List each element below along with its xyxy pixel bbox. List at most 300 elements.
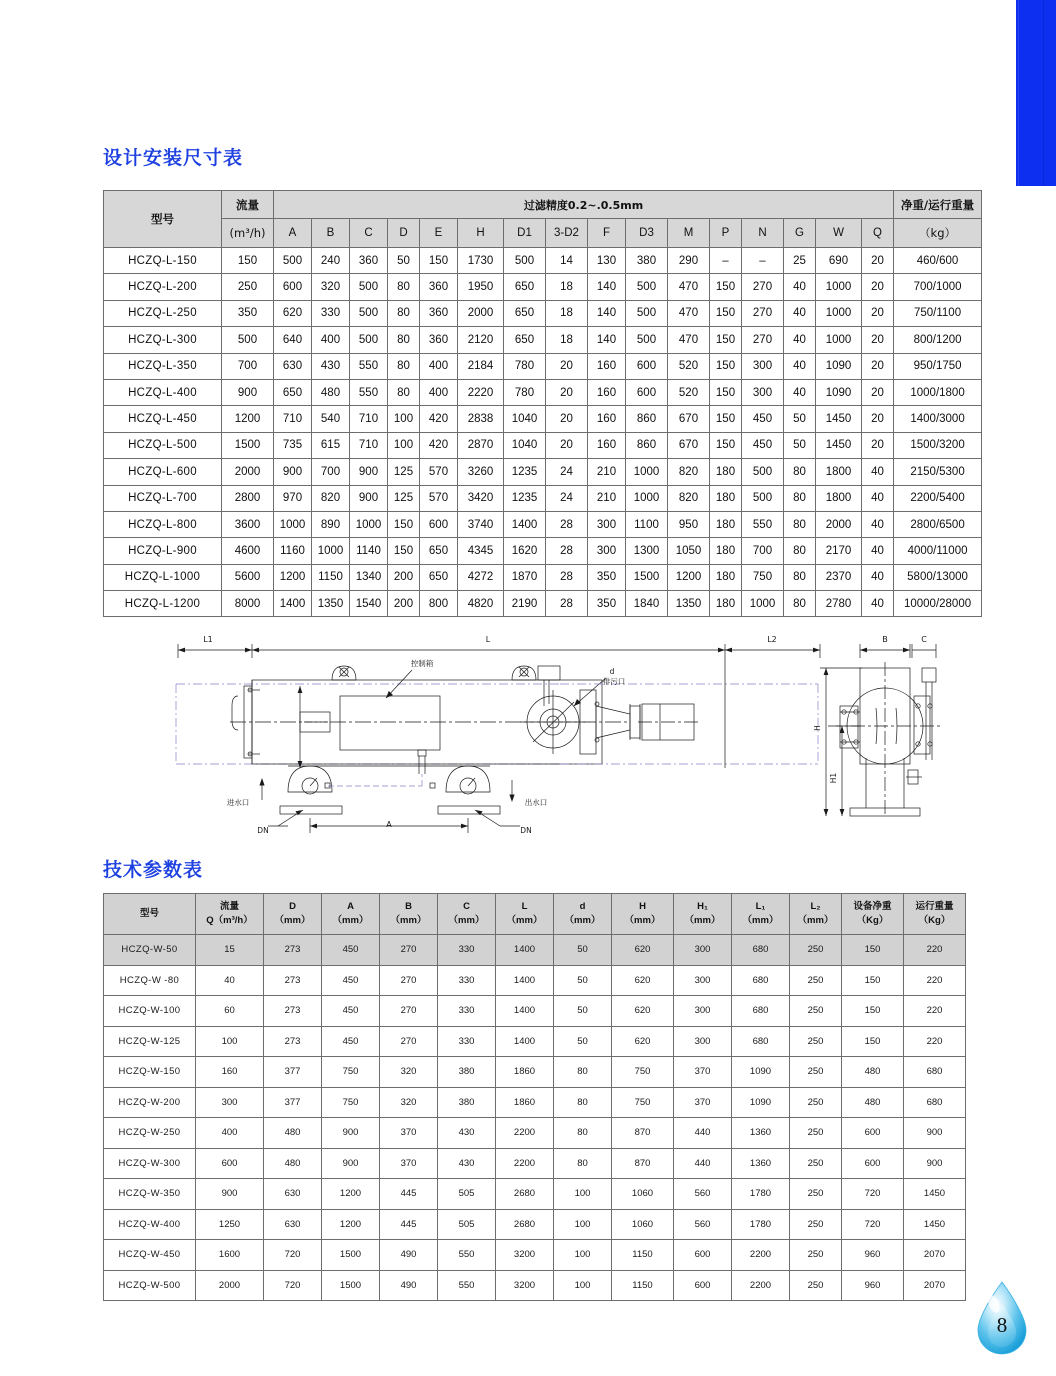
cell-value: 330 xyxy=(438,1026,496,1057)
table-row xyxy=(104,1057,966,1088)
cell-value: 450 xyxy=(322,935,380,966)
cell-weight: 4000/11000 xyxy=(894,538,982,564)
cell-value: 160 xyxy=(588,406,626,432)
cell-model: HCZQ-W -80 xyxy=(104,965,196,996)
cell-value: 50 xyxy=(784,406,816,432)
cell-value: 720 xyxy=(842,1209,904,1240)
cell-weight: 800/1200 xyxy=(894,327,982,353)
cell-value: 2000 xyxy=(458,300,504,326)
cell-value: 700 xyxy=(312,459,350,485)
cell-value: 150 xyxy=(710,432,742,458)
cell-model: HCZQ-L-900 xyxy=(104,538,222,564)
cell-value: 250 xyxy=(790,1270,842,1301)
cell-value: 1500 xyxy=(626,564,668,590)
header-weight: 净重/运行重量 xyxy=(894,191,982,219)
cell-value: 50 xyxy=(554,996,612,1027)
cell-value: 1150 xyxy=(612,1240,674,1271)
table-row xyxy=(104,300,982,326)
cell-value: 20 xyxy=(862,379,894,405)
cell-value: 380 xyxy=(438,1057,496,1088)
cell-value: 250 xyxy=(790,1026,842,1057)
cell-value: 620 xyxy=(274,300,312,326)
cell-value: 80 xyxy=(388,327,420,353)
cell-value: 550 xyxy=(742,511,784,537)
cell-flow: 2000 xyxy=(222,459,274,485)
cell-value: 780 xyxy=(504,353,546,379)
cell-value: 490 xyxy=(380,1270,438,1301)
cell-value: 440 xyxy=(674,1148,732,1179)
cell-value: 150 xyxy=(710,327,742,353)
cell-value: 250 xyxy=(790,935,842,966)
table-header-row-bottom xyxy=(104,219,982,248)
cell-value: 20 xyxy=(862,327,894,353)
cell-value: 560 xyxy=(674,1209,732,1240)
cell-value: 900 xyxy=(904,1118,966,1149)
cell-value: 4272 xyxy=(458,564,504,590)
table-row xyxy=(104,1270,966,1301)
technical-header-L₁: L₁ （mm） xyxy=(732,894,790,935)
cell-value: 780 xyxy=(504,379,546,405)
cell-weight: 10000/28000 xyxy=(894,591,982,617)
page-number: 8 xyxy=(996,1312,1008,1337)
cell-value: 250 xyxy=(790,1057,842,1088)
cell-value: 720 xyxy=(264,1270,322,1301)
cell-value: 680 xyxy=(904,1087,966,1118)
cell-value: 650 xyxy=(274,379,312,405)
cell-value: 2070 xyxy=(904,1240,966,1271)
cell-value: 320 xyxy=(380,1057,438,1088)
cell-value: 20 xyxy=(546,353,588,379)
cell-value: 1600 xyxy=(196,1240,264,1271)
cell-weight: 5800/13000 xyxy=(894,564,982,590)
cell-value: 1300 xyxy=(626,538,668,564)
cell-value: 500 xyxy=(626,300,668,326)
cell-value: 1000 xyxy=(626,485,668,511)
header-col-P: P xyxy=(710,219,742,248)
table-row xyxy=(104,511,982,537)
cell-value: 1860 xyxy=(496,1057,554,1088)
cell-value: 710 xyxy=(350,406,388,432)
header-col-A: A xyxy=(274,219,312,248)
cell-value: 3200 xyxy=(496,1240,554,1271)
cell-value: 2220 xyxy=(458,379,504,405)
cell-value: 20 xyxy=(862,432,894,458)
cell-model: HCZQ-L-700 xyxy=(104,485,222,511)
cell-value: 300 xyxy=(742,379,784,405)
cell-value: 40 xyxy=(196,965,264,996)
cell-value: 1000 xyxy=(816,300,862,326)
cell-value: 270 xyxy=(380,996,438,1027)
cell-value: 1840 xyxy=(626,591,668,617)
cell-value: 250 xyxy=(790,1179,842,1210)
cell-flow: 250 xyxy=(222,274,274,300)
cell-value: 680 xyxy=(732,996,790,1027)
cell-value: 420 xyxy=(420,406,458,432)
cell-value: 160 xyxy=(588,353,626,379)
cell-value: 273 xyxy=(264,996,322,1027)
cell-value: 1870 xyxy=(504,564,546,590)
cell-value: 180 xyxy=(710,591,742,617)
cell-value: 505 xyxy=(438,1179,496,1210)
technical-header-运行重量: 运行重量 （Kg） xyxy=(904,894,966,935)
header-col-E: E xyxy=(420,219,458,248)
drawing-label-L2: L2 xyxy=(767,635,777,644)
cell-value: 1235 xyxy=(504,485,546,511)
cell-value: 300 xyxy=(674,935,732,966)
cell-value: 450 xyxy=(322,1026,380,1057)
drawing-label-dn-left: DN xyxy=(257,826,269,835)
cell-value: 220 xyxy=(904,965,966,996)
header-col-D3: D3 xyxy=(626,219,668,248)
cell-value: 600 xyxy=(842,1118,904,1149)
cell-value: 680 xyxy=(732,935,790,966)
table-row xyxy=(104,274,982,300)
cell-value: 220 xyxy=(904,935,966,966)
table-row xyxy=(104,1087,966,1118)
cell-value: 18 xyxy=(546,300,588,326)
cell-value: 100 xyxy=(554,1179,612,1210)
cell-value: 28 xyxy=(546,564,588,590)
cell-value: 1450 xyxy=(904,1179,966,1210)
cell-value: 270 xyxy=(742,327,784,353)
cell-value: 680 xyxy=(732,965,790,996)
technical-header-L: L （mm） xyxy=(496,894,554,935)
cell-value: 18 xyxy=(546,274,588,300)
cell-value: 250 xyxy=(790,1209,842,1240)
cell-value: 670 xyxy=(668,432,710,458)
cell-value: 1000 xyxy=(350,511,388,537)
table-row xyxy=(104,996,966,1027)
cell-value: 15 xyxy=(196,935,264,966)
cell-model: HCZQ-L-300 xyxy=(104,327,222,353)
header-col-D1: D1 xyxy=(504,219,546,248)
cell-value: 690 xyxy=(816,248,862,274)
technical-parameters-body xyxy=(104,935,966,1301)
cell-value: 870 xyxy=(612,1118,674,1149)
cell-value: 1400 xyxy=(496,1026,554,1057)
drawing-label-H1: H1 xyxy=(829,772,838,784)
cell-value: 80 xyxy=(388,353,420,379)
header-col-F: F xyxy=(588,219,626,248)
cell-value: 570 xyxy=(420,485,458,511)
table-row xyxy=(104,353,982,379)
cell-value: 40 xyxy=(862,564,894,590)
cell-value: 1860 xyxy=(496,1087,554,1118)
cell-value: 40 xyxy=(862,511,894,537)
cell-value: 1060 xyxy=(612,1179,674,1210)
cell-value: 1200 xyxy=(322,1179,380,1210)
table-row xyxy=(104,327,982,353)
cell-value: 300 xyxy=(674,996,732,1027)
technical-header-L₂: L₂ （mm） xyxy=(790,894,842,935)
cell-value: 600 xyxy=(674,1270,732,1301)
cell-value: 150 xyxy=(842,1026,904,1057)
cell-value: 1090 xyxy=(732,1087,790,1118)
cell-weight: 2800/6500 xyxy=(894,511,982,537)
cell-value: 2870 xyxy=(458,432,504,458)
cell-value: 1400 xyxy=(496,965,554,996)
cell-model: HCZQ-L-250 xyxy=(104,300,222,326)
cell-value: 2184 xyxy=(458,353,504,379)
cell-value: 180 xyxy=(710,459,742,485)
cell-value: 480 xyxy=(264,1148,322,1179)
cell-value: 100 xyxy=(388,432,420,458)
drawing-label-inlet: 进水口 xyxy=(226,798,250,807)
cell-value: 80 xyxy=(784,564,816,590)
cell-value: 40 xyxy=(862,538,894,564)
cell-value: 3200 xyxy=(496,1270,554,1301)
cell-value: 430 xyxy=(312,353,350,379)
cell-value: 20 xyxy=(546,432,588,458)
cell-value: 860 xyxy=(626,406,668,432)
cell-value: 900 xyxy=(322,1118,380,1149)
cell-value: 80 xyxy=(554,1148,612,1179)
cell-value: 300 xyxy=(674,965,732,996)
cell-model: HCZQ-L-450 xyxy=(104,406,222,432)
cell-value: 600 xyxy=(842,1148,904,1179)
cell-value: 670 xyxy=(668,406,710,432)
cell-value: 750 xyxy=(322,1087,380,1118)
cell-value: 430 xyxy=(438,1118,496,1149)
technical-header-型号: 型号 xyxy=(104,894,196,935)
cell-value: 80 xyxy=(784,511,816,537)
cell-flow: 3600 xyxy=(222,511,274,537)
cell-value: 1360 xyxy=(732,1148,790,1179)
cell-model: HCZQ-L-200 xyxy=(104,274,222,300)
cell-value: 25 xyxy=(784,248,816,274)
table-row xyxy=(104,459,982,485)
cell-flow: 350 xyxy=(222,300,274,326)
header-col-M: M xyxy=(668,219,710,248)
accent-bar-seam-left xyxy=(1018,0,1019,186)
cell-value: 1400 xyxy=(496,935,554,966)
cell-flow: 1200 xyxy=(222,406,274,432)
cell-value: 1780 xyxy=(732,1209,790,1240)
cell-value: 490 xyxy=(380,1240,438,1271)
cell-value: 500 xyxy=(742,459,784,485)
cell-value: 1360 xyxy=(732,1118,790,1149)
cell-value: 550 xyxy=(350,379,388,405)
cell-weight: 950/1750 xyxy=(894,353,982,379)
cell-value: 80 xyxy=(554,1118,612,1149)
cell-flow: 2800 xyxy=(222,485,274,511)
cell-value: 750 xyxy=(612,1087,674,1118)
cell-value: 2000 xyxy=(196,1270,264,1301)
cell-value: 1250 xyxy=(196,1209,264,1240)
cell-value: 820 xyxy=(668,485,710,511)
cell-value: 400 xyxy=(312,327,350,353)
cell-value: 890 xyxy=(312,511,350,537)
cell-value: 2170 xyxy=(816,538,862,564)
cell-model: HCZQ-L-150 xyxy=(104,248,222,274)
cell-value: 710 xyxy=(274,406,312,432)
cell-value: 40 xyxy=(862,591,894,617)
cell-value: 2370 xyxy=(816,564,862,590)
cell-value: 440 xyxy=(674,1118,732,1149)
cell-value: 1090 xyxy=(816,353,862,379)
cell-value: 150 xyxy=(710,274,742,300)
header-col-N: N xyxy=(742,219,784,248)
cell-value: 28 xyxy=(546,591,588,617)
cell-value: 210 xyxy=(588,459,626,485)
cell-value: 2200 xyxy=(496,1118,554,1149)
table-row xyxy=(104,485,982,511)
cell-value: 300 xyxy=(196,1087,264,1118)
cell-value: 1040 xyxy=(504,406,546,432)
cell-value: 28 xyxy=(546,538,588,564)
table-row xyxy=(104,1026,966,1057)
cell-value: 100 xyxy=(554,1209,612,1240)
cell-value: 735 xyxy=(274,432,312,458)
cell-value: 40 xyxy=(784,353,816,379)
drawing-label-L1: L1 xyxy=(203,635,213,644)
cell-value: 960 xyxy=(842,1240,904,1271)
table-row xyxy=(104,538,982,564)
cell-value: 2200 xyxy=(732,1270,790,1301)
cell-value: 150 xyxy=(710,406,742,432)
cell-value: 3420 xyxy=(458,485,504,511)
cell-value: 2680 xyxy=(496,1209,554,1240)
cell-value: 80 xyxy=(388,300,420,326)
cell-value: 100 xyxy=(388,406,420,432)
table-row xyxy=(104,379,982,405)
drawing-label-outlet: 出水口 xyxy=(524,798,548,807)
cell-value: 900 xyxy=(350,459,388,485)
cell-value: 560 xyxy=(674,1179,732,1210)
table-row xyxy=(104,591,982,617)
cell-value: 140 xyxy=(588,327,626,353)
header-col-H: H xyxy=(458,219,504,248)
cell-value: 420 xyxy=(420,432,458,458)
cell-value: 1350 xyxy=(668,591,710,617)
technical-header-H₁: H₁ （mm） xyxy=(674,894,732,935)
accent-bar-seam xyxy=(1043,0,1044,186)
cell-value: 20 xyxy=(862,274,894,300)
table-row xyxy=(104,1240,966,1271)
cell-value: 550 xyxy=(438,1270,496,1301)
cell-value: 970 xyxy=(274,485,312,511)
cell-value: 1400 xyxy=(504,511,546,537)
cell-value: 1150 xyxy=(612,1270,674,1301)
cell-model: HCZQ-L-600 xyxy=(104,459,222,485)
cell-value: 600 xyxy=(626,353,668,379)
technical-header-C: C （mm） xyxy=(438,894,496,935)
cell-value: 700 xyxy=(742,538,784,564)
cell-value: 273 xyxy=(264,965,322,996)
drawing-label-C: C xyxy=(921,635,927,644)
cell-value: 380 xyxy=(438,1087,496,1118)
cell-value: 650 xyxy=(420,564,458,590)
cell-value: 240 xyxy=(312,248,350,274)
cell-value: 380 xyxy=(626,248,668,274)
cell-value: 1000 xyxy=(274,511,312,537)
header-col-B: B xyxy=(312,219,350,248)
header-col-W: W xyxy=(816,219,862,248)
cell-value: 450 xyxy=(322,996,380,1027)
cell-value: 20 xyxy=(862,248,894,274)
cell-value: 40 xyxy=(784,379,816,405)
cell-model: HCZQ-L-400 xyxy=(104,379,222,405)
technical-header-流量: 流量 Q（m³/h） xyxy=(196,894,264,935)
cell-model: HCZQ-W-400 xyxy=(104,1209,196,1240)
cell-value: 200 xyxy=(388,591,420,617)
cell-value: 350 xyxy=(588,564,626,590)
cell-weight: 2200/5400 xyxy=(894,485,982,511)
cell-value: 150 xyxy=(710,353,742,379)
cell-value: 1540 xyxy=(350,591,388,617)
cell-value: 377 xyxy=(264,1087,322,1118)
cell-model: HCZQ-W-300 xyxy=(104,1148,196,1179)
drawing-label-A: A xyxy=(386,820,392,829)
cell-value: 650 xyxy=(420,538,458,564)
cell-value: 1730 xyxy=(458,248,504,274)
drawing-label-B: B xyxy=(882,635,888,644)
cell-value: 330 xyxy=(312,300,350,326)
cell-value: 750 xyxy=(612,1057,674,1088)
cell-value: 620 xyxy=(612,996,674,1027)
cell-value: 180 xyxy=(710,485,742,511)
cell-model: HCZQ-W-100 xyxy=(104,996,196,1027)
cell-value: 20 xyxy=(546,406,588,432)
cell-value: 900 xyxy=(196,1179,264,1210)
cell-value: 1200 xyxy=(274,564,312,590)
cell-value: 1950 xyxy=(458,274,504,300)
cell-value: 900 xyxy=(350,485,388,511)
cell-value: 600 xyxy=(626,379,668,405)
cell-value: 160 xyxy=(588,379,626,405)
cell-value: 720 xyxy=(264,1240,322,1271)
cell-value: 480 xyxy=(842,1057,904,1088)
cell-value: 900 xyxy=(274,459,312,485)
cell-value: 200 xyxy=(388,564,420,590)
cell-model: HCZQ-W-150 xyxy=(104,1057,196,1088)
cell-value: 1500 xyxy=(322,1240,380,1271)
cell-value: 270 xyxy=(742,300,784,326)
header-col-D: D xyxy=(388,219,420,248)
cell-value: 50 xyxy=(784,432,816,458)
cell-value: 450 xyxy=(742,406,784,432)
cell-weight: 700/1000 xyxy=(894,274,982,300)
section-title-technical-parameters: 技术参数表 xyxy=(103,859,204,881)
cell-value: 50 xyxy=(554,1026,612,1057)
cell-value: 470 xyxy=(668,300,710,326)
cell-value: 20 xyxy=(862,406,894,432)
cell-value: 2780 xyxy=(816,591,862,617)
cell-value: 1040 xyxy=(504,432,546,458)
cell-value: 100 xyxy=(554,1270,612,1301)
cell-value: 3260 xyxy=(458,459,504,485)
cell-value: 480 xyxy=(312,379,350,405)
table-row xyxy=(104,1118,966,1149)
cell-value: 2070 xyxy=(904,1270,966,1301)
cell-value: 1800 xyxy=(816,485,862,511)
cell-value: 445 xyxy=(380,1209,438,1240)
cell-value: 100 xyxy=(554,1240,612,1271)
cell-weight: 1400/3000 xyxy=(894,406,982,432)
header-flow-unit: (m³/h) xyxy=(222,219,274,248)
drawing-label-L: L xyxy=(485,635,491,644)
cell-value: 80 xyxy=(388,274,420,300)
cell-value: 300 xyxy=(588,511,626,537)
cell-value: 630 xyxy=(264,1179,322,1210)
cell-value: 1090 xyxy=(732,1057,790,1088)
cell-value: 330 xyxy=(438,965,496,996)
cell-value: 620 xyxy=(612,1026,674,1057)
header-col-Q: Q xyxy=(862,219,894,248)
cell-model: HCZQ-W-125 xyxy=(104,1026,196,1057)
cell-value: 28 xyxy=(546,511,588,537)
cell-value: 50 xyxy=(388,248,420,274)
